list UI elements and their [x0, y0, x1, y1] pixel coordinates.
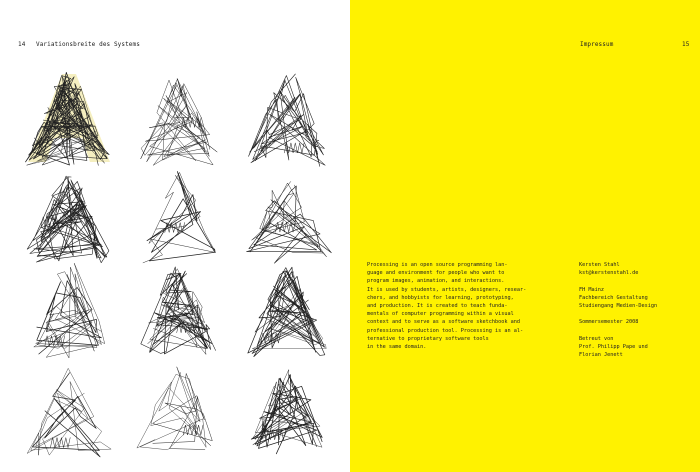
credits-block — [579, 261, 657, 359]
glyph-stroke — [141, 79, 213, 165]
glyph-sketch-a — [18, 162, 118, 262]
left-page-number: 14 — [18, 41, 26, 48]
body-line: ternative to proprietary software tools — [367, 335, 489, 342]
glyph-sketch-a — [238, 258, 338, 358]
department: Fachbereich Gestaltung — [579, 294, 648, 301]
author-email: kst@kerstenstahl.de — [579, 270, 639, 277]
author-name: Kersten Stahl — [579, 262, 620, 268]
glyph-stroke — [251, 375, 322, 448]
body-line: guage and environment for people who want to — [367, 270, 505, 277]
glyph-sketch-a — [128, 162, 228, 262]
glyph-sketch-a — [18, 258, 118, 358]
body-line: professional production tool. Processing is an al- — [367, 327, 524, 334]
left-section-title: Variationsbreite des Systems — [36, 41, 140, 48]
glyph-zigzag-stroke — [50, 438, 70, 448]
glyph-sketch-a — [18, 66, 118, 166]
processing-description — [367, 261, 526, 351]
right-page-number: 15 — [682, 41, 690, 48]
glyph-stroke — [143, 172, 216, 262]
body-line: and production. It is created to teach funda- — [367, 303, 508, 310]
glyph-sketch-a — [128, 354, 228, 454]
body-line: context and to serve as a software sketchbook and — [367, 319, 521, 326]
glyph-sketch-a — [238, 162, 338, 262]
body-line: mentals of computer programming within a visual — [367, 311, 514, 318]
supervised-label: Betreut von — [579, 335, 614, 342]
glyph-sketch-a — [128, 258, 228, 358]
glyph-sketch-a — [238, 354, 338, 454]
semester: Sommersemester 2008 — [579, 319, 639, 326]
glyph-variation-grid — [18, 66, 332, 462]
body-line: chers, and hobbyists for learning, prototyping, — [367, 294, 514, 301]
body-line: program images, animation, and interactions. — [367, 278, 505, 285]
program: Studiengang Medien-Design — [579, 303, 658, 309]
glyph-stroke — [251, 74, 320, 166]
body-line: in the same domain. — [367, 344, 427, 351]
glyph-sketch-a — [128, 66, 228, 166]
body-line: Processing is an open source programming lan- — [367, 262, 508, 268]
glyph-stroke — [247, 186, 332, 263]
supervisor-2: Florian Jenett — [579, 352, 623, 359]
body-line: It is used by students, artists, designers, resear- — [367, 286, 527, 293]
supervisor-1: Prof. Philipp Pape und — [579, 343, 648, 350]
right-section-title: Impressum — [580, 41, 614, 48]
institution: FH Mainz — [579, 286, 604, 293]
glyph-sketch-a — [238, 66, 338, 166]
right-page — [350, 0, 700, 472]
glyph-sketch-a — [18, 354, 118, 454]
glyph-stroke — [249, 76, 325, 158]
